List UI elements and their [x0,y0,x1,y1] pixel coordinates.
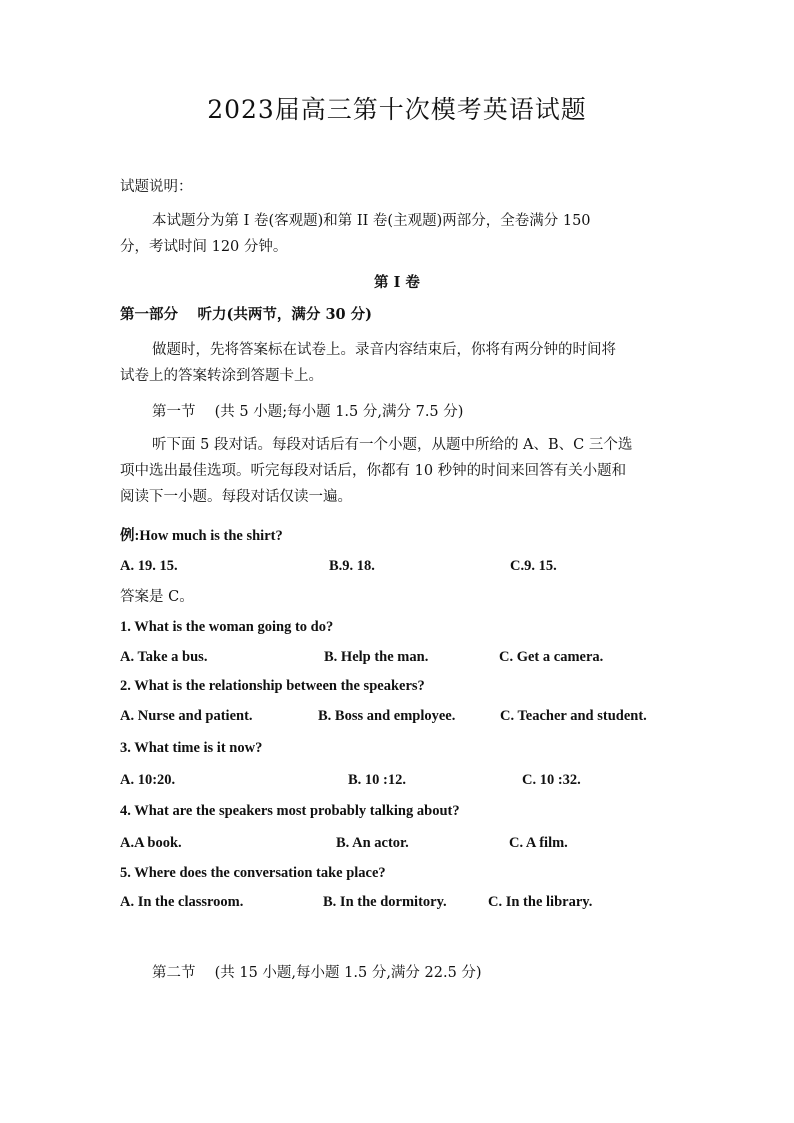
intro-label: 试题说明： [120,179,193,195]
volume-heading: 第 I 卷 [374,274,420,291]
question-5-option-c: C. In the library. [488,894,593,910]
question-3-option-b: B. 10 :12. [348,772,406,788]
section1-instruction-line-2: 项中选出最佳选项。听完每段对话后，你都有 10 秒钟的时间来回答有关小题和 [120,463,627,479]
question-5-option-b: B. In the dormitory. [323,894,447,910]
example-option-a: A. 19. 15. [120,558,178,574]
question-4-option-a: A.A book. [120,835,182,851]
intro-text-line-2: 分，考试时间 120 分钟。 [120,239,288,255]
question-4-option-c: C. A film. [509,835,568,851]
question-2: 2. What is the relationship between the speakers? [120,678,425,694]
question-4: 4. What are the speakers most probably talking about? [120,803,460,819]
question-2-option-a: A. Nurse and patient. [120,708,253,724]
question-1-option-c: C. Get a camera. [499,649,604,665]
example-option-c: C.9. 15. [510,558,557,574]
part1-instruction-line-2: 试卷上的答案转涂到答题卡上。 [120,368,323,384]
example-option-b: B.9. 18. [329,558,375,574]
section1-heading: 第一节 (共 5 小题;每小题 1.5 分,满分 7.5 分) [152,404,464,420]
question-3: 3. What time is it now? [120,740,263,756]
question-5-option-a: A. In the classroom. [120,894,244,910]
part1-heading: 第一部分 听力(共两节，满分 30 分) [120,306,373,323]
intro-text-line-1: 本试题分为第 I 卷(客观题)和第 II 卷(主观题)两部分，全卷满分 150 [152,213,591,229]
question-3-option-a: A. 10:20. [120,772,176,788]
question-3-option-c: C. 10 :32. [522,772,581,788]
question-5: 5. Where does the conversation take place? [120,865,386,881]
exam-title: 2023届高三第十次模考英语试题 [207,95,587,124]
example-question: 例:How much is the shirt? [120,528,283,544]
question-2-option-b: B. Boss and employee. [318,708,456,724]
question-1-option-a: A. Take a bus. [120,649,208,665]
question-2-option-c: C. Teacher and student. [500,708,647,724]
part1-instruction-line-1: 做题时，先将答案标在试卷上。录音内容结束后，你将有两分钟的时间将 [152,342,616,358]
section1-instruction-line-3: 阅读下一小题。每段对话仅读一遍。 [120,489,352,505]
section1-instruction-line-1: 听下面 5 段对话。每段对话后有一个小题，从题中所给的 A、B、C 三个选 [152,437,633,453]
section2-heading: 第二节 (共 15 小题,每小题 1.5 分,满分 22.5 分) [152,965,482,981]
example-answer: 答案是 C。 [120,589,194,605]
question-4-option-b: B. An actor. [336,835,409,851]
question-1-option-b: B. Help the man. [324,649,429,665]
question-1: 1. What is the woman going to do? [120,619,334,635]
